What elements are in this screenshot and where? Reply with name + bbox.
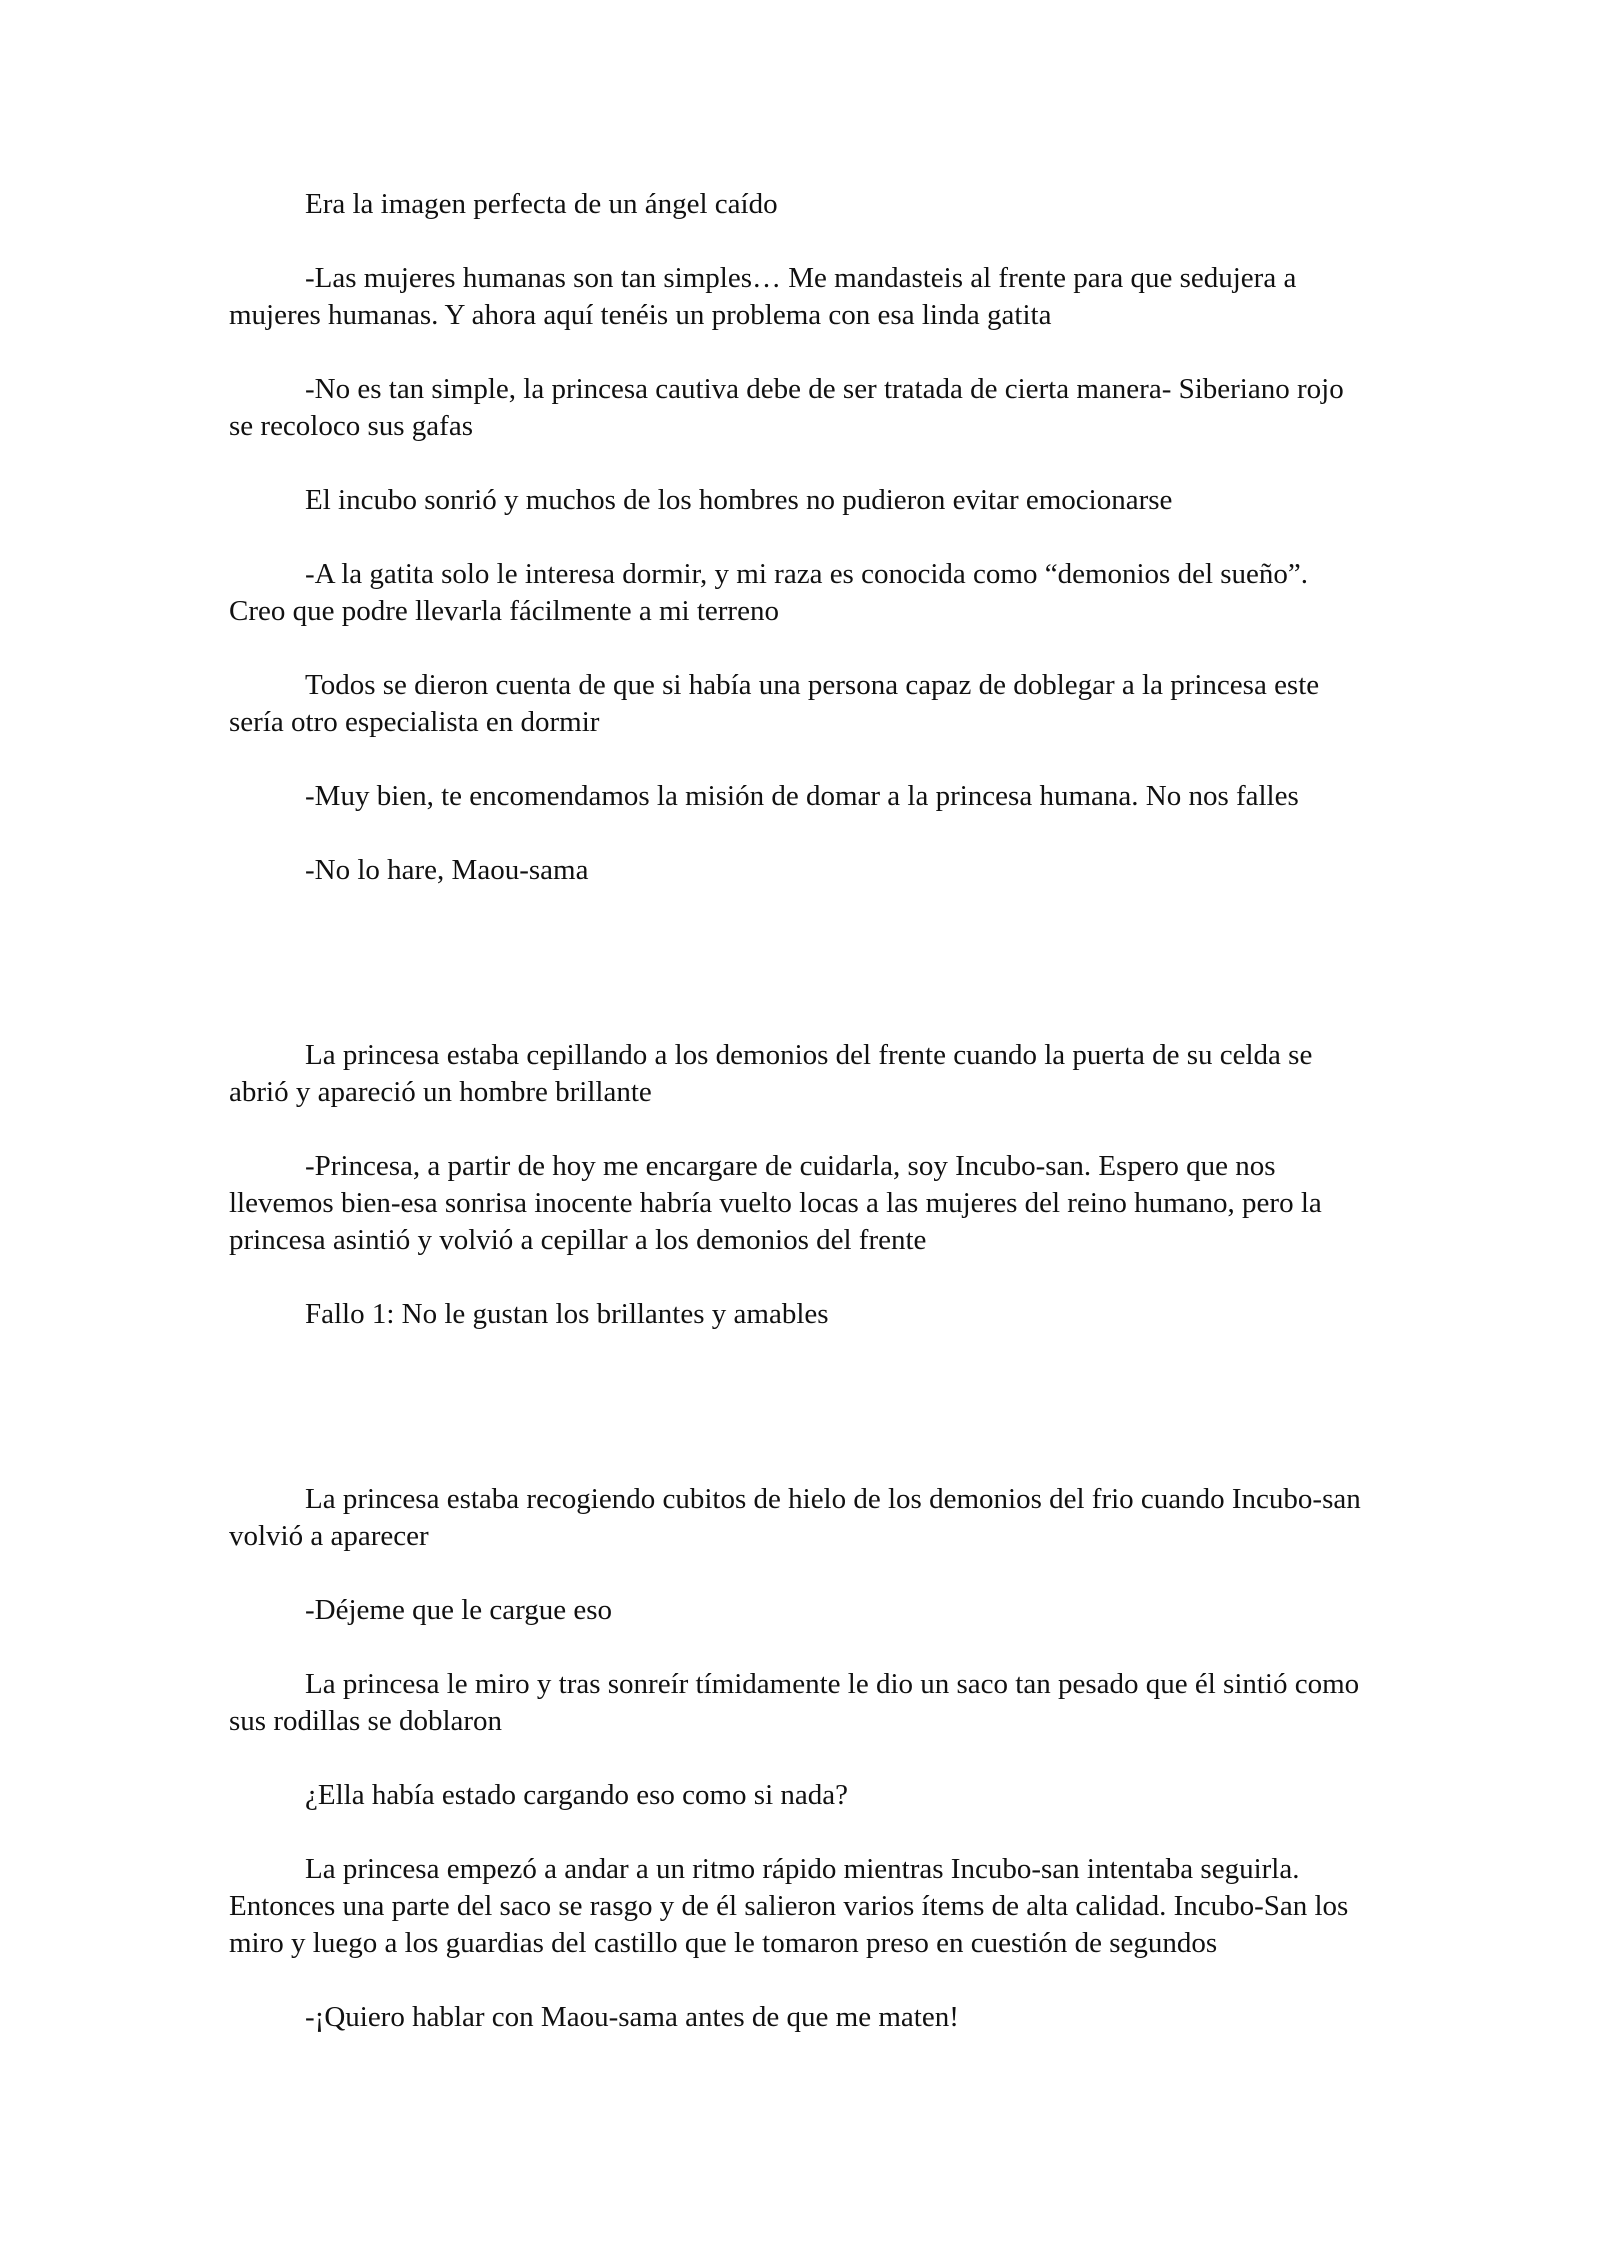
- section-break-1: [229, 926, 1369, 1037]
- paragraph-11: Fallo 1: No le gustan los brillantes y amables: [305, 1298, 829, 1330]
- paragraph-15: ¿Ella había estado cargando eso como si nada?: [305, 1779, 848, 1811]
- paragraph-14: La princesa le miro y tras sonreír tímidamente le dio un saco tan pesado que él sintió como sus rodillas se doblaron: [229, 1668, 1360, 1737]
- paragraph-17: -¡Quiero hablar con Maou-sama antes de que me maten!: [305, 2001, 959, 2033]
- paragraph-2: -Las mujeres humanas son tan simples… Me mandasteis al frente para que sedujera a mujeres humanas. Y ahora aquí tenéis un problema con esa linda gatita: [229, 262, 1297, 331]
- paragraph-9: La princesa estaba cepillando a los demonios del frente cuando la puerta de su celda se abrió y apareció un hombre brillante: [229, 1039, 1313, 1108]
- section-break-2: [229, 1370, 1369, 1481]
- paragraph-3: -No es tan simple, la princesa cautiva debe de ser tratada de cierta manera- Siberiano rojo se recoloco sus gafas: [229, 373, 1344, 442]
- paragraph-8: -No lo hare, Maou-sama: [305, 854, 589, 886]
- paragraph-16: La princesa empezó a andar a un ritmo rápido mientras Incubo-san intentaba seguirla. Entonces una parte del saco se rasgo y de él salieron varios ítems de alta calidad. Incubo-San los miro y luego a los guardias del castillo que le tomaron preso en cuestión de segundos: [229, 1853, 1349, 1959]
- paragraph-4: El incubo sonrió y muchos de los hombres no pudieron evitar emocionarse: [305, 484, 1173, 516]
- paragraph-12: La princesa estaba recogiendo cubitos de hielo de los demonios del frio cuando Incubo-san volvió a aparecer: [229, 1483, 1361, 1552]
- paragraph-6: Todos se dieron cuenta de que si había una persona capaz de doblegar a la princesa este sería otro especialista en dormir: [229, 669, 1320, 738]
- paragraph-5: -A la gatita solo le interesa dormir, y mi raza es conocida como “demonios del sueño”. Creo que podre llevarla fácilmente a mi terreno: [229, 558, 1309, 627]
- paragraph-10: -Princesa, a partir de hoy me encargare de cuidarla, soy Incubo-san. Espero que nos llevemos bien-esa sonrisa inocente habría vuelto locas a las mujeres del reino humano, pero la princesa asintió y volvió a cepillar a los demonios del frente: [229, 1150, 1322, 1256]
- paragraph-7: -Muy bien, te encomendamos la misión de domar a la princesa humana. No nos falles: [305, 780, 1299, 812]
- paragraph-13: -Déjeme que le cargue eso: [305, 1594, 613, 1626]
- paragraph-1: Era la imagen perfecta de un ángel caído: [305, 188, 778, 220]
- text-column: [229, 186, 1369, 2073]
